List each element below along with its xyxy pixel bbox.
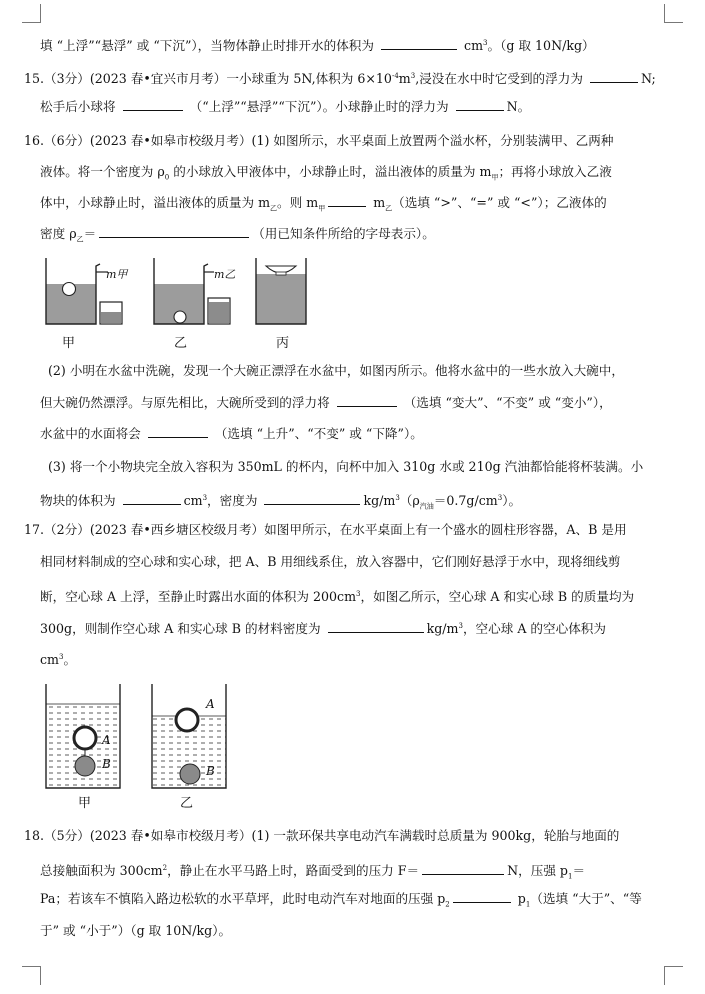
- exponent: -4: [391, 72, 399, 80]
- unit-text: cm: [183, 493, 203, 509]
- small-cup-jia: [100, 302, 122, 324]
- subscript: 甲: [318, 204, 326, 213]
- corner-mark-bottom-right: [664, 966, 683, 985]
- q16-part2-line-1: [48, 362, 624, 380]
- q18-line-4: [40, 922, 231, 940]
- q18-text: 于” 或 “小于”）（g 取 10N/kg）。: [40, 923, 232, 938]
- q18-text: （选填 “大于”、“等: [530, 891, 642, 906]
- unit-text: kg/m: [363, 493, 396, 509]
- label-m-jia: m甲: [106, 268, 128, 281]
- q17-line-3: 断，空心球 A 上浮，至静止时露出水面的体积为 $200cm^3$，如图乙所示，空心球 A 和实心球 B 的质量均为: [40, 589, 635, 605]
- answer-blank[interactable]: [328, 620, 424, 633]
- q18-text: 总接触面积为 300cm: [40, 863, 163, 879]
- subscript: 1: [525, 900, 531, 909]
- q16-text: 但大碗仍然漂浮。与原先相比，大碗所受到的浮力将: [40, 395, 330, 410]
- answer-blank[interactable]: [453, 890, 511, 903]
- label-B-yi: B: [206, 764, 215, 778]
- q18-line-1: [24, 827, 619, 845]
- q15-text: 松手后小球将: [40, 99, 116, 114]
- label-yi: 乙: [180, 796, 194, 811]
- q16-part2-line-3: [40, 425, 423, 443]
- answer-blank[interactable]: [381, 37, 457, 50]
- answer-blank[interactable]: [328, 194, 366, 207]
- q16-text: （选填 “>”、“=” 或 “<”）；乙液体的: [392, 195, 607, 210]
- q18-text: N，压强 p: [507, 863, 568, 879]
- q15-text: ,浸没在水中时它受到的浮力为: [415, 71, 583, 87]
- q16-line-3: [40, 194, 607, 218]
- label-B-jia: B: [102, 757, 111, 771]
- q16-text: 的小球放入甲液体中，小球静止时，溢出液体的质量为 m: [169, 164, 492, 179]
- answer-blank[interactable]: [148, 425, 208, 438]
- small-cup-yi: [208, 298, 230, 324]
- q16-text: 物块的体积为: [40, 493, 116, 509]
- subscript: 甲: [491, 173, 499, 182]
- unit-text: N;: [640, 71, 656, 87]
- q18-line-3: [40, 890, 642, 914]
- label-A-jia: A: [102, 733, 111, 747]
- q17-line-5: $cm^3$。: [40, 652, 77, 668]
- q18-text: 18.（5分）(2023 春•如皋市校级月考）(1) 一款环保共享电动汽车满载时总质量为 900kg，轮胎与地面的: [24, 828, 620, 843]
- q16-part3-line-2: 物块的体积为 $cm^3$，密度为 $kg/m^3(\rho_{汽油}=0.7g/cm^3)$。: [40, 493, 522, 511]
- answer-blank[interactable]: [337, 394, 397, 407]
- basin-bing: [256, 258, 306, 324]
- q18-text: p: [513, 891, 526, 906]
- label-m-yi: m乙: [214, 268, 236, 281]
- q16-text: 。则 m: [277, 195, 319, 210]
- q16-text: 体中，小球静止时，溢出液体的质量为 m: [40, 195, 271, 210]
- q18-text: ＝: [572, 863, 586, 879]
- answer-blank[interactable]: [99, 225, 249, 238]
- subscript: 0: [164, 173, 170, 182]
- q16-text: ＝: [83, 226, 97, 241]
- unit-text: cm: [464, 38, 484, 54]
- unit-text: cm: [40, 652, 59, 668]
- answer-blank[interactable]: [123, 98, 183, 111]
- q16-part3-line-1: [48, 458, 643, 476]
- label-jia: 甲: [78, 796, 92, 811]
- q16-text: ；再将小球放入乙液: [498, 164, 612, 179]
- label-bing: 丙: [276, 336, 290, 351]
- answer-blank[interactable]: [590, 70, 638, 83]
- q14-text: 填 “上浮”“悬浮” 或 “下沉”），当物体静止时排开水的体积为: [40, 38, 374, 54]
- subscript: 乙: [270, 204, 278, 213]
- q16-line-1: [24, 132, 613, 150]
- q16-text: 水盆中的水面将会: [40, 426, 141, 441]
- q17-text: ，如图乙所示，空心球 A 和实心球 B 的质量均为: [360, 589, 635, 605]
- corner-mark-top-left: [22, 4, 41, 23]
- q14-text-end: 。（g 取 10N/kg）: [487, 38, 595, 54]
- q14-continuation: 填 “上浮”“悬浮” 或 “下沉”），当物体静止时排开水的体积为 $cm^3$。（g 取 10N/kg）: [40, 38, 595, 54]
- q16-text: ）。: [502, 493, 522, 509]
- label-A-yi: A: [206, 697, 215, 711]
- q16-text: （ρ: [399, 493, 420, 509]
- q16-text: m: [369, 195, 386, 210]
- q16-text: （选填 “变大”、“不变” 或 “变小”），: [403, 395, 612, 410]
- q16-text: (2) 小明在水盆中洗碗，发现一个大碗正漂浮在水盆中，如图丙所示。他将水盆中的一些水放入大碗中，: [48, 363, 624, 378]
- overflow-cup-jia: [46, 258, 108, 324]
- answer-blank[interactable]: [456, 98, 504, 111]
- q18-line-2: 总接触面积为 $300cm^2$，静止在水平马路上时，路面受到的压力 F＝ N，压强 $p_1=$: [40, 863, 586, 881]
- q16-text: （用已知条件所给的字母表示）。: [252, 226, 435, 241]
- q15-line-2: [40, 98, 530, 116]
- answer-blank[interactable]: [123, 492, 181, 505]
- q16-text: 液体。将一个密度为 ρ: [40, 164, 165, 179]
- q17-text: 断，空心球 A 上浮，至静止时露出水面的体积为 200cm: [40, 589, 357, 605]
- q16-part2-line-2: [40, 394, 612, 412]
- q16-text: (3) 将一个小物块完全放入容积为 350mL 的杯内，向杯中加入 310g 水或 210g 汽油都恰能将杯装满。小: [48, 459, 644, 474]
- q15-text: 15.（3分）(2023 春•宜兴市月考）一小球重为 5N,体积为 6×10: [24, 71, 392, 87]
- corner-mark-top-right: [664, 4, 683, 23]
- subscript: 汽油: [419, 502, 434, 511]
- q17-text: 。: [63, 652, 77, 668]
- label-jia: 甲: [62, 336, 76, 351]
- q17-line-1: [24, 521, 627, 539]
- q15-text: （“上浮”“悬浮”“下沉”）。小球静止时的浮力为: [189, 99, 449, 114]
- q18-text: ，静止在水平马路上时，路面受到的压力 F＝: [167, 863, 420, 879]
- q15-line-1: 15.（3分）(2023 春•宜兴市月考）一小球重为 5N,体积为 $6\times 10^{-4}m^3$,浸没在水中时它受到的浮力为 N;: [24, 71, 656, 87]
- corner-mark-bottom-left: [22, 966, 41, 985]
- q16-line-4: [40, 225, 435, 249]
- label-yi: 乙: [174, 336, 188, 351]
- q16-text: 密度 ρ: [40, 226, 77, 241]
- q16-text: ，密度为: [207, 493, 258, 509]
- q16-text: ＝0.7g/cm: [433, 493, 498, 509]
- q17-text: ，空心球 A 的空心体积为: [462, 621, 606, 637]
- q17-text: 17.（2分）(2023 春•西乡塘区校级月考）如图甲所示，在水平桌面上有一个盛水的圆柱形容器，A、B 是用: [24, 522, 627, 537]
- unit-text: m: [398, 71, 411, 87]
- unit-text: kg/m: [426, 621, 459, 637]
- q16-line-2: [40, 163, 612, 187]
- q17-text: 相同材料制成的空心球和实心球，把 A、B 用细线系住，放入容器中，它们刚好悬浮于水中，现将细线剪: [40, 554, 621, 569]
- subscript: 2: [445, 900, 450, 909]
- q16-text: 16.（6分）(2023 春•如皋市校级月考）(1) 如图所示，水平桌面上放置两个溢水杯，分别装满甲、乙两种: [24, 133, 614, 148]
- subscript: 乙: [76, 235, 84, 244]
- answer-blank[interactable]: [264, 492, 360, 505]
- q17-text: 300g，则制作空心球 A 和实心球 B 的材料密度为: [40, 621, 321, 637]
- overflow-cup-yi: [154, 258, 214, 324]
- q16-text: （选填 “上升”、“不变” 或 “下降”）。: [214, 426, 423, 441]
- subscript: 乙: [385, 204, 393, 213]
- q18-text: Pa；若该车不慎陷入路边松软的水平草坪，此时电动汽车对地面的压强 p: [40, 891, 446, 906]
- q17-line-2: [40, 553, 620, 571]
- subscript: 1: [567, 872, 573, 881]
- answer-blank[interactable]: [422, 862, 504, 875]
- unit-text: N。: [506, 99, 531, 114]
- q17-line-4: 300g，则制作空心球 A 和实心球 B 的材料密度为 $kg/m^3$，空心球 A 的空心体积为: [40, 621, 606, 637]
